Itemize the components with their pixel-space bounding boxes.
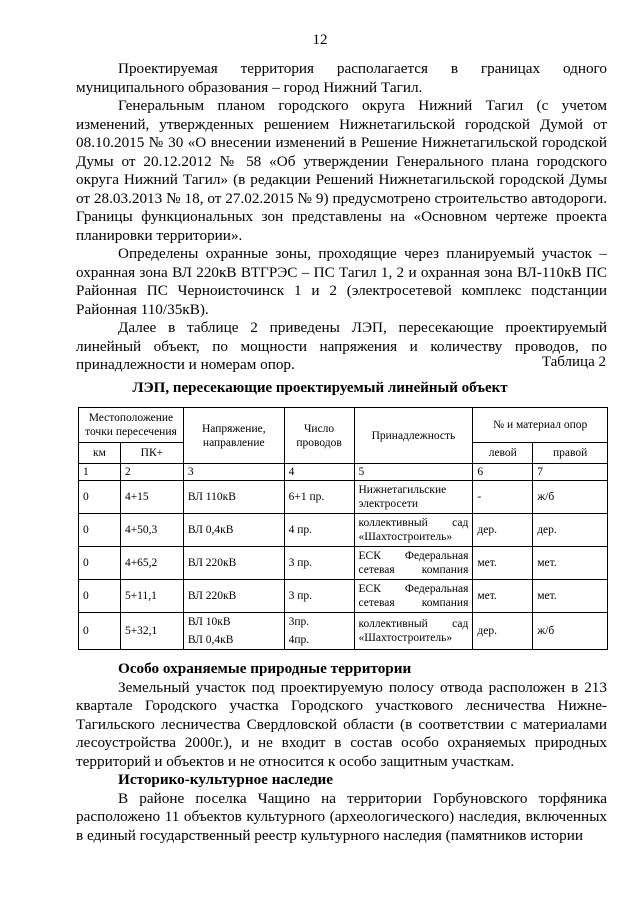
paragraph: Определены охранные зоны, проходящие через планируемый участок – охранная зона ВЛ 220кВ ВТГРЭС – ПС Тагил 1, 2 и охранная зона ВЛ-110кВ ПС Районная ПС Черноисточинск 1 и 2 (электросетевой комплекс подстанции Районная 110/35кВ). (76, 245, 607, 318)
paragraph: В районе поселка Чащино на территории Горбуновского торфяника расположено 11 объектов культурного (археологического) наследия, включенных в единый государственный реестр культурного наследия (памятников истории (76, 789, 607, 844)
power-lines-table (78, 407, 608, 650)
header-right: правой (533, 443, 608, 464)
table-header-row (79, 408, 608, 443)
table-caption: Таблица 2 (541, 354, 606, 370)
table-row: 0 5+11,1 ВЛ 220кВ 3 пр. ЕСК Федеральная сетевая компания мет. мет. (79, 580, 608, 613)
intro-text (76, 60, 607, 375)
table-title: ЛЭП, пересекающие проектируемый линейный объект (132, 380, 508, 396)
header-pk: ПК+ (120, 443, 183, 464)
header-supports: № и материал опор (473, 408, 608, 443)
table-row: 0 4+65,2 ВЛ 220кВ 3 пр. ЕСК Федеральная сетевая компания мет. мет. (79, 547, 608, 580)
header-wires: Число проводов (284, 408, 354, 464)
paragraph: Далее в таблице 2 приведены ЛЭП, пересекающие проектируемый линейный объект, по мощности напряжения и количеству проводов, по принадлежности и номерам опор. (76, 319, 607, 373)
paragraph: Проектируемая территория располагается в границах одного муниципального образования – город Нижний Тагил. (76, 60, 607, 96)
header-location: Местоположение точки пересечения (79, 408, 184, 443)
section-heading-heritage: Историко-культурное наследие (118, 771, 334, 788)
paragraph: Генеральным планом городского округа Нижний Тагил (с учетом изменений, утвержденных решением Нижнетагильской городской Думой от 08.10.2015 № 30 «О внесении изменений в Решение Нижнетагильской городской Думы от 20.12.2012 № 58 «Об утверждении Генерального плана городского округа Нижний Тагил» (в редакции Решений Нижнетагильской городской Думы от 28.03.2013 № 18, от 27.02.2015 № 9) предусмотрено строительство автодороги. Границы функциональных зон представлены на «Основном чертеже проекта планировки территории». (76, 97, 607, 244)
table-row: 0 4+15 ВЛ 110кВ 6+1 пр. Нижнетагильские электросети - ж/б (79, 481, 608, 514)
column-number-row: 1 2 3 4 5 6 7 (79, 464, 608, 481)
table-row: 0 4+50,3 ВЛ 0,4кВ 4 пр. коллективный сад «Шахтостроитель» дер. дер. (79, 514, 608, 547)
section-heading-protected: Особо охраняемые природные территории (118, 660, 412, 677)
header-voltage: Напряжение, направление (183, 408, 284, 464)
header-owner: Принадлежность (354, 408, 473, 464)
sections-text (76, 660, 607, 845)
header-left: левой (473, 443, 533, 464)
header-km: км (79, 443, 121, 464)
table-row: 0 5+32,1 ВЛ 10кВ ВЛ 0,4кВ 3пр. 4пр. коллективный сад «Шахтостроитель» дер. ж/б (79, 613, 608, 650)
paragraph: Земельный участок под проектируемую полосу отвода расположен в 213 квартале Городского участка Городского участкового лесничества Нижне-Тагильского лесничества Свердловской области (в соответствии с материалами лесоустройства 2000г.), и не входит в состав особо охраняемых природных территорий и объектов и не относится к особо защитным участкам. (76, 678, 607, 770)
page-number: 12 (312, 32, 328, 48)
